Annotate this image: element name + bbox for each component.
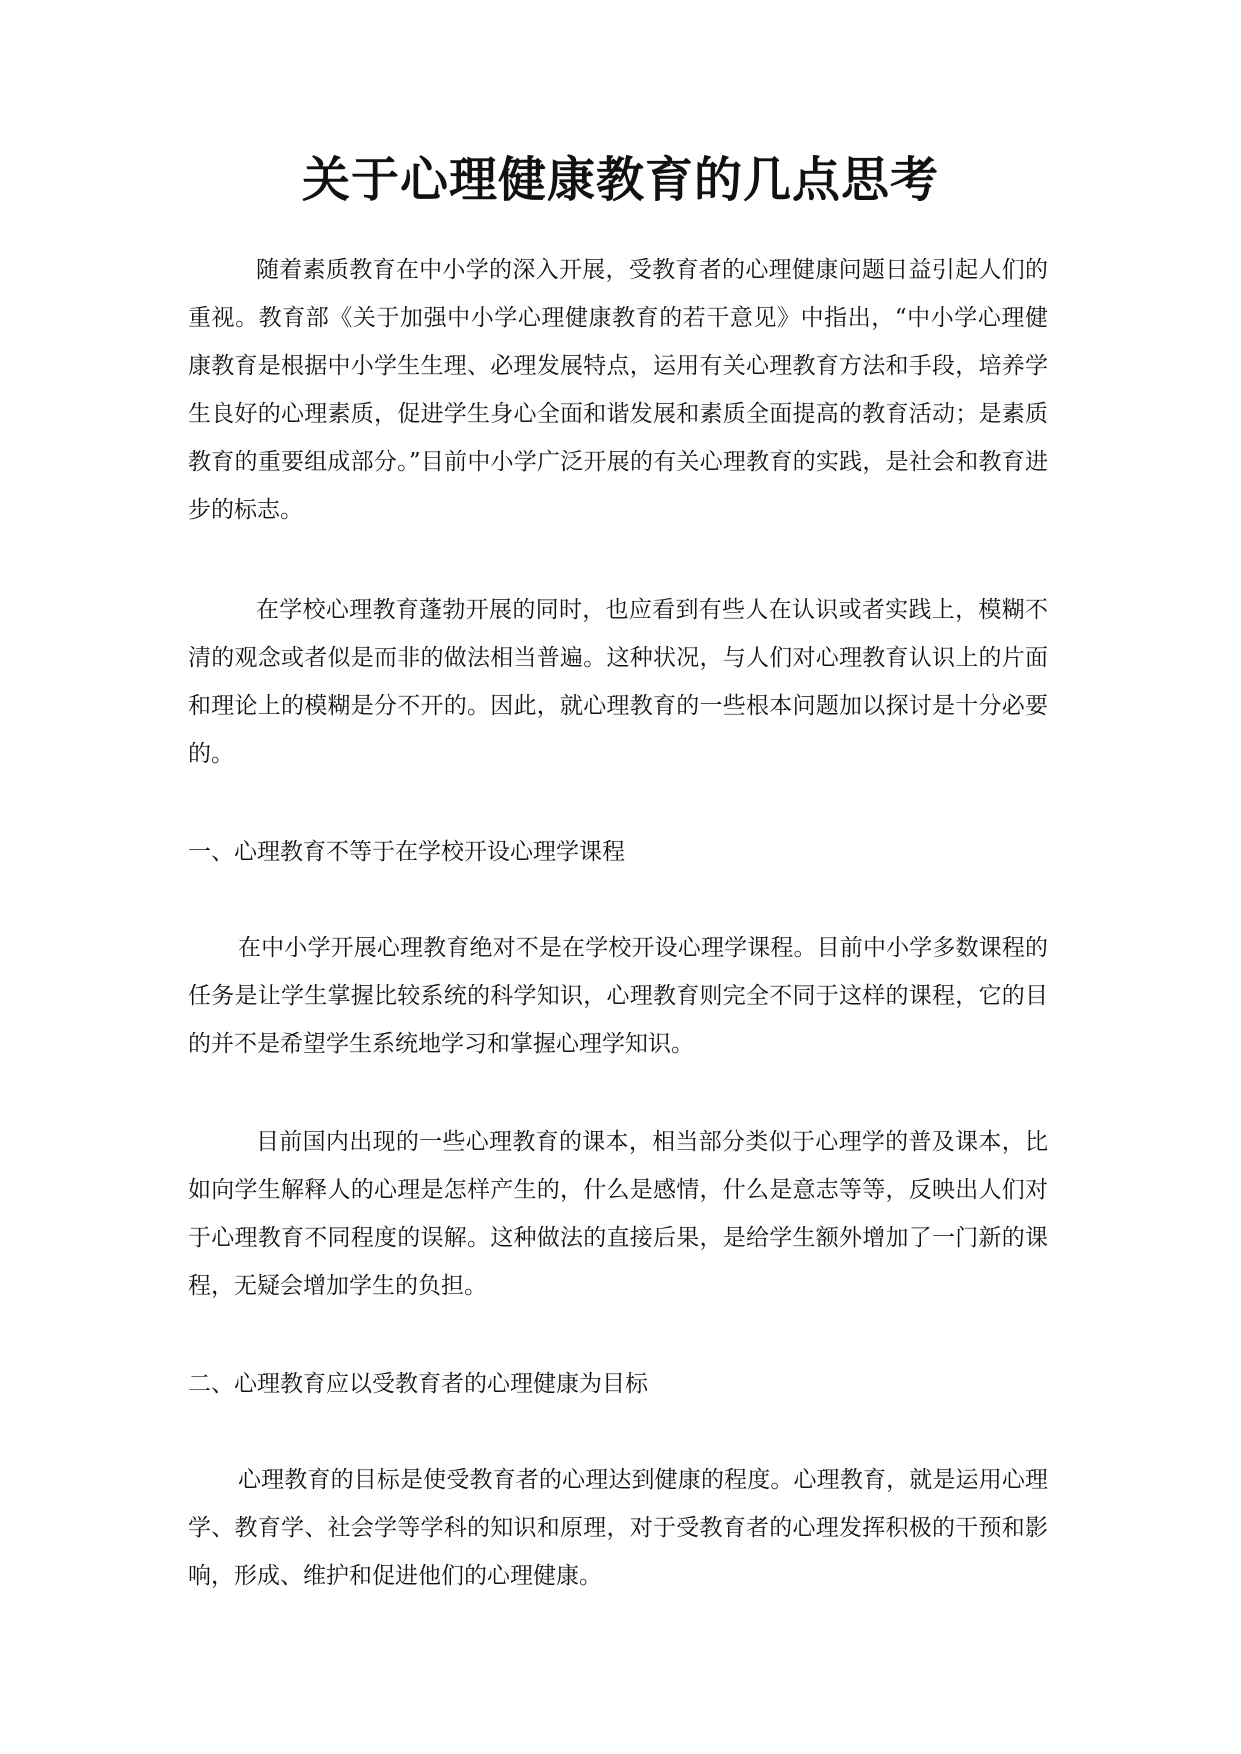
paragraph-spacer [188,1068,1048,1118]
paragraph-spacer [188,534,1048,586]
section-1-heading: 一、心理教育不等于在学校开设心理学课程 [188,839,625,865]
intro-paragraph-1: 随着素质教育在中小学的深入开展，受教育者的心理健康问题日益引起人们的重视。教育部《关于加强中小学心理健康教育的若干意见》中指出，“中小学心理健康教育是根据中小学生生理、必理发展特点，运用有关心理教育方法和手段，培养学生良好的心理素质，促进学生身心全面和谐发展和素质全面提高的教育活动；是素质教育的重要组成部分。”目前中小学广泛开展的有关心理教育的实践，是社会和教育进步的标志。 [188,257,1048,523]
section-1-paragraph-2: 目前国内出现的一些心理教育的课本，相当部分类似于心理学的普及课本，比如向学生解释人的心理是怎样产生的，什么是感情，什么是意志等等，反映出人们对于心理教育不同程度的误解。这种做法的直接后果，是给学生额外增加了一门新的课程，无疑会增加学生的负担。 [188,1129,1048,1299]
section-2-paragraph-1: 心理教育的目标是使受教育者的心理达到健康的程度。心理教育，就是运用心理学、教育学、社会学等学科的知识和原理，对于受教育者的心理发挥积极的干预和影响，形成、维护和促进他们的心理健康。 [188,1467,1048,1589]
document-body [188,246,1048,1600]
section-2-heading: 二、心理教育应以受教育者的心理健康为目标 [188,1371,648,1397]
paragraph-spacer [188,1408,1048,1456]
intro-paragraph-2: 在学校心理教育蓬勃开展的同时，也应看到有些人在认识或者实践上，模糊不清的观念或者似是而非的做法相当普遍。这种状况，与人们对心理教育认识上的片面和理论上的模糊是分不开的。因此，就心理教育的一些根本问题加以探讨是十分必要的。 [188,597,1048,767]
document-title: 关于心理健康教育的几点思考 [301,152,939,208]
section-1-paragraph-1: 在中小学开展心理教育绝对不是在学校开设心理学课程。目前中小学多数课程的任务是让学生掌握比较系统的科学知识，心理教育则完全不同于这样的课程，它的目的并不是希望学生系统地学习和掌握心理学知识。 [188,935,1048,1057]
paragraph-spacer [188,876,1048,924]
paragraph-spacer [188,1310,1048,1360]
paragraph-spacer [188,778,1048,828]
